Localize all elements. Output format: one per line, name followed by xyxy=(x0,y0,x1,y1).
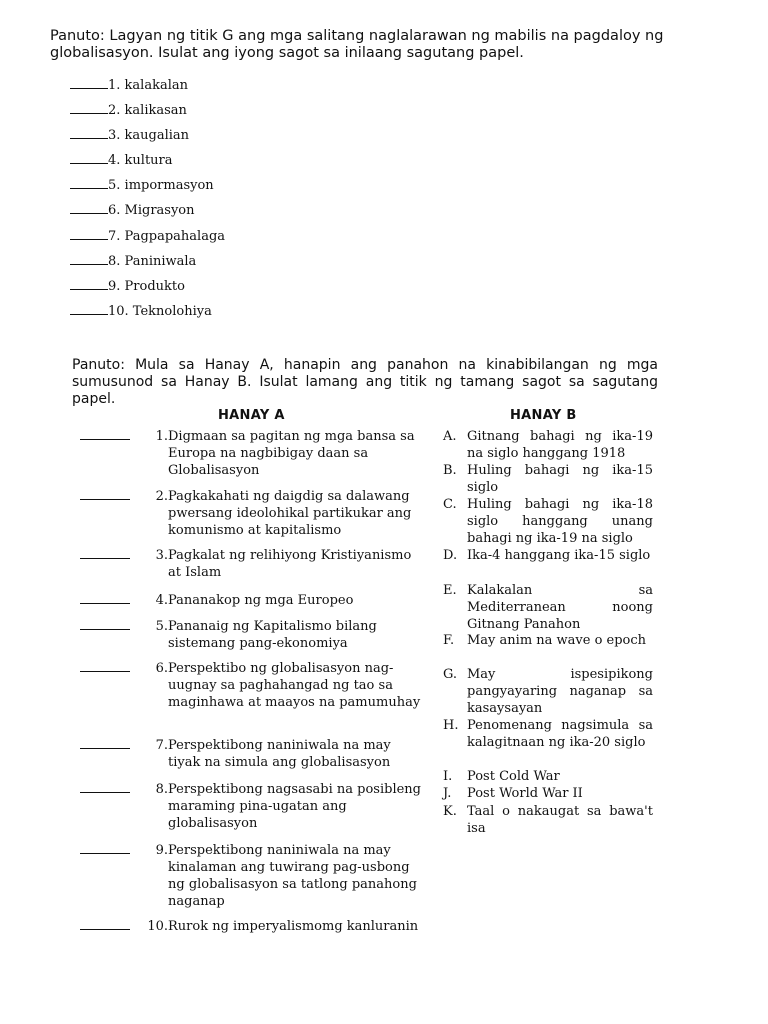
item-number: 10. xyxy=(147,919,168,934)
item-text: Pananakop ng mga Europeo xyxy=(168,593,354,608)
answer-blank[interactable] xyxy=(80,592,130,604)
part1-instructions: Panuto: Lagyan ng titik G ang mga salitang naglalarawan ng mabilis na pagdaloy ng globalisasyon. Isulat ang iyong sagot sa inilaang sagutang papel. xyxy=(50,28,664,61)
list-item: 4. kultura xyxy=(70,151,225,176)
item-number: 5. xyxy=(155,619,168,634)
item-text: Kalakalan sa Mediterranean noong Gitnang Panahon xyxy=(467,583,653,632)
item-text: Gitnang bahagi ng ika-19 na siglo hanggang 1918 xyxy=(467,429,653,461)
list-item: 10. Teknolohiya xyxy=(70,302,225,327)
item-text: Post World War II xyxy=(467,786,583,801)
item-text: Perspektibong naniniwala na may kinalaman ang tuwirang pag-usbong ng globalisasyon sa tatlong panahong naganap xyxy=(168,843,417,909)
item-number: 8. xyxy=(155,782,168,797)
part1-item-list xyxy=(70,76,225,327)
answer-blank[interactable] xyxy=(70,201,108,214)
item-text: Pagkalat ng relihiyong Kristiyanismo at Islam xyxy=(168,548,412,580)
item-number: 1. xyxy=(155,429,168,444)
item-text: Digmaan sa pagitan ng mga bansa sa Europa na nagbibigay daan sa Globalisasyon xyxy=(168,429,415,478)
item-text: Huling bahagi ng ika-18 siglo hanggang unang bahagi ng ika-19 na siglo xyxy=(467,497,653,546)
item-text: Huling bahagi ng ika-15 siglo xyxy=(467,463,653,495)
list-item: 9. Produkto xyxy=(70,277,225,302)
item-number: 4. xyxy=(155,593,168,608)
item-text: Rurok ng imperyalismomg kanluranin xyxy=(168,919,419,934)
item-number: 9. xyxy=(155,843,168,858)
item-text: May anim na wave o epoch xyxy=(467,633,647,648)
item-letter: A. xyxy=(443,429,457,444)
list-item: 7. Pagpapahalaga xyxy=(70,227,225,252)
answer-blank[interactable] xyxy=(70,76,108,89)
list-item: 5. impormasyon xyxy=(70,176,225,201)
item-text: Pananaig ng Kapitalismo bilang sistemang pang-ekonomiya xyxy=(168,619,377,651)
item-text: Perspektibong naniniwala na may tiyak na simula ang globalisasyon xyxy=(168,738,391,770)
item-letter: G. xyxy=(443,667,458,682)
answer-blank[interactable] xyxy=(80,428,130,440)
part2-instructions: Panuto: Mula sa Hanay A, hanapin ang panahon na kinabibilangan ng mga sumusunod sa Hanay B. Isulat lamang ang titik ng tamang sagot sa sagutang papel. xyxy=(72,357,658,407)
item-text: Pagkakahati ng daigdig sa dalawang pwersang ideolohikal partikukar ang komunismo at kapitalismo xyxy=(168,489,412,538)
answer-blank[interactable] xyxy=(80,488,130,500)
item-letter: I. xyxy=(443,769,453,784)
item-letter: E. xyxy=(443,583,457,598)
item-letter: J. xyxy=(443,786,452,801)
answer-blank[interactable] xyxy=(80,781,130,793)
answer-blank[interactable] xyxy=(70,101,108,114)
item-text: Ika-4 hanggang ika-15 siglo xyxy=(467,548,651,563)
item-letter: F. xyxy=(443,633,455,648)
answer-blank[interactable] xyxy=(70,176,108,189)
list-item: 3. kaugalian xyxy=(70,126,225,151)
answer-blank[interactable] xyxy=(70,252,108,265)
item-text: Perspektibo ng globalisasyon nag-uugnay sa paghahangad ng tao sa maginhawa at maayos na pamumuhay xyxy=(168,661,421,710)
hanay-a-title: HANAY A xyxy=(218,408,285,423)
answer-blank[interactable] xyxy=(70,277,108,290)
answer-blank[interactable] xyxy=(80,547,130,559)
list-item: 1. kalakalan xyxy=(70,76,225,101)
answer-blank[interactable] xyxy=(70,126,108,139)
answer-blank[interactable] xyxy=(80,842,130,854)
item-letter: C. xyxy=(443,497,457,512)
item-letter: B. xyxy=(443,463,457,478)
list-item: 6. Migrasyon xyxy=(70,201,225,226)
list-item: 2. kalikasan xyxy=(70,101,225,126)
item-number: 6. xyxy=(155,661,168,676)
answer-blank[interactable] xyxy=(70,227,108,240)
hanay-b-title: HANAY B xyxy=(510,408,577,423)
answer-blank[interactable] xyxy=(70,151,108,164)
item-text: Penomenang nagsimula sa kalagitnaan ng ika-20 siglo xyxy=(467,718,653,750)
answer-blank[interactable] xyxy=(80,660,130,672)
answer-blank[interactable] xyxy=(70,302,108,315)
answer-blank[interactable] xyxy=(80,918,130,930)
item-letter: K. xyxy=(443,804,457,819)
answer-blank[interactable] xyxy=(80,618,130,630)
item-number: 2. xyxy=(155,489,168,504)
item-text: May ispesipikong pangyayaring naganap sa kasaysayan xyxy=(467,667,653,716)
answer-blank[interactable] xyxy=(80,737,130,749)
item-text: Post Cold War xyxy=(467,769,560,784)
item-letter: D. xyxy=(443,548,458,563)
item-number: 7. xyxy=(155,738,168,753)
list-item: 8. Paniniwala xyxy=(70,252,225,277)
item-number: 3. xyxy=(155,548,168,563)
item-text: Taal o nakaugat sa bawa't isa xyxy=(467,804,653,836)
item-text: Perspektibong nagsasabi na posibleng maraming pina-ugatan ang globalisasyon xyxy=(168,782,421,831)
item-letter: H. xyxy=(443,718,459,733)
